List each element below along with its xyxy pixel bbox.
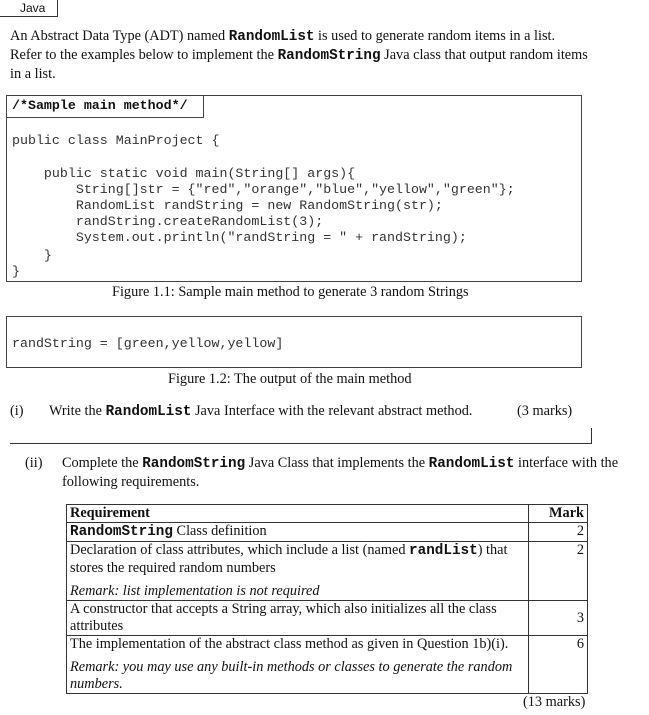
header-requirement: Requirement [67,505,529,523]
table-row [67,601,588,636]
mark-cell: 2 [529,542,588,601]
header-mark: Mark [529,505,588,523]
figure-1-caption: Figure 1.1: Sample main method to generate 3 random Strings [112,284,469,300]
sample-code-box [6,95,582,282]
requirement-code: randList [409,543,478,559]
code-line: System.out.println("randString = " + randString); [12,230,467,245]
table-row [67,523,588,542]
mark-cell: 6 [529,636,588,694]
sample-code-header: /*Sample main method*/ [12,98,188,113]
requirement-cell [67,542,529,601]
mark-cell: 2 [529,523,588,542]
intro-adt-name: RandomList [228,29,315,45]
requirement-remark: Remark: you may use any built-in methods or classes to generate the random numbers. [70,659,513,692]
requirement-text: Class definition [172,523,267,539]
question-i-number: (i) [10,403,24,419]
requirement-text: The implementation of the abstract class method as given in Question 1b)(i). [70,636,509,652]
table-header-row [67,505,588,523]
code-line: randString.createRandomList(3); [12,214,324,229]
requirement-text: ) that stores the required random numbers [70,542,508,576]
language-tag [0,0,58,17]
language-tag-text: Java [20,1,46,15]
output-line: randString = [green,yellow,yellow] [12,336,284,351]
requirement-cell: A constructor that accepts a String array, which also initializes all the class attributes [67,601,529,636]
requirement-remark: Remark: list implementation is not required [70,583,320,599]
mark-cell: 3 [529,601,588,636]
question-ii-interface-name: RandomList [428,456,515,472]
question-i-text-2: Java Interface with the relevant abstract method. [191,403,473,419]
table-row [67,636,588,694]
table-row [67,542,588,601]
code-line: } [12,264,20,279]
question-ii-text-1: Complete the [62,455,143,471]
question-i-text-1: Write the [49,403,106,419]
figure-2-caption: Figure 1.2: The output of the main method [168,371,412,387]
intro-text-2: is used to generate random items in a list. Refer to the examples below to implement the [10,28,556,63]
total-marks: (13 marks) [523,694,586,710]
output-box [6,316,582,368]
intro-class-name: RandomString [277,48,381,64]
code-line: public class MainProject { [12,133,220,148]
requirement-text: Declaration of class attributes, which include a list (named [70,542,410,558]
intro-text-3: Java class that output random items in a list. [10,47,588,82]
code-line: String[]str = {"red","orange","blue","yellow","green"}; [12,182,515,197]
code-line: public static void main(String[] args){ [12,166,356,181]
question-i-text [49,403,472,420]
question-ii-number: (ii) [25,455,43,471]
intro-paragraph [10,27,590,83]
question-i-marks: (3 marks) [517,403,573,419]
section-divider [10,428,592,444]
code-line: RandomList randString = new RandomString(str); [12,198,443,213]
requirements-table [66,504,588,694]
code-line: } [12,248,52,263]
requirement-code: RandomString [70,524,173,540]
question-i-interface-name: RandomList [105,404,192,420]
requirement-cell [67,523,529,542]
question-ii-text-3: interface with the following requirements. [62,455,619,490]
question-ii-text [62,454,622,491]
question-ii-class-name: RandomString [142,456,246,472]
question-ii-text-2: Java Class that implements the [245,455,429,471]
requirement-cell [67,636,529,694]
intro-text-1: An Abstract Data Type (ADT) named [10,28,229,44]
